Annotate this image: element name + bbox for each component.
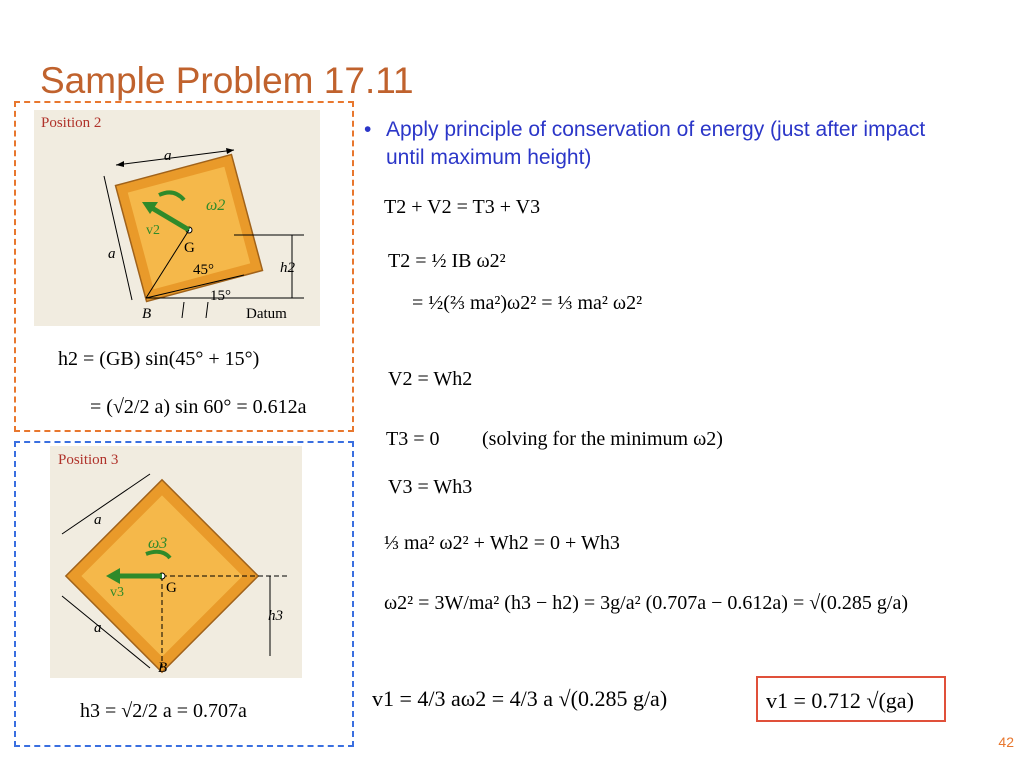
position-3-diagram <box>50 446 302 678</box>
h2-label: h2 <box>280 260 295 276</box>
velocity2-label: v2 <box>146 223 160 238</box>
side-a-left-3: a <box>94 620 102 636</box>
energy-equation: T2 + V2 = T3 + V3 <box>384 196 541 218</box>
bullet-text: Apply principle of conservation of energy (just after impact until maximum height) <box>386 118 926 169</box>
position-2-diagram <box>34 110 320 326</box>
h3-equation: h3 = √2/2 a = 0.707a <box>80 700 247 722</box>
velocity3-label: v3 <box>110 585 124 600</box>
omega-squared-equation: ω2² = 3W/ma² (h3 − h2) = 3g/a² (0.707a − 0.612a) = √(0.285 g/a) <box>384 592 908 614</box>
position-2-figure <box>34 110 320 326</box>
page-number: 42 <box>998 734 1014 750</box>
center-g-label: G <box>184 240 195 256</box>
h2-equation-line2: = (√2/2 a) sin 60° = 0.612a <box>90 396 307 418</box>
angle-15-label: 15° <box>210 288 231 304</box>
bullet-dot-icon: • <box>364 118 372 141</box>
t2-equation-line1: T2 = ½ IB ω2² <box>388 250 506 272</box>
h2-equation-line1: h2 = (GB) sin(45° + 15°) <box>58 348 260 370</box>
v2-equation: V2 = Wh2 <box>388 368 473 390</box>
position-3-label: Position 3 <box>58 452 119 468</box>
v1-equation: v1 = 4/3 aω2 = 4/3 a √(0.285 g/a) <box>372 686 668 711</box>
corner-b-label: B <box>142 306 152 322</box>
h3-label: h3 <box>268 608 283 624</box>
datum-label: Datum <box>246 306 287 322</box>
omega3-label: ω3 <box>148 535 168 552</box>
t3-note: (solving for the minimum ω2) <box>482 428 723 450</box>
answer-equation: v1 = 0.712 √(ga) <box>766 688 914 713</box>
slide-title: Sample Problem 17.11 <box>40 60 414 101</box>
t2-equation-line2: = ½(⅔ ma²)ω2² = ⅓ ma² ω2² <box>412 292 643 314</box>
t3-equation: T3 = 0 <box>386 428 440 450</box>
side-a-left: a <box>108 246 116 262</box>
energy-substituted-equation: ⅓ ma² ω2² + Wh2 = 0 + Wh3 <box>384 532 620 554</box>
omega2-label: ω2 <box>206 197 226 214</box>
side-a-top: a <box>164 148 172 164</box>
corner-b3-label: B <box>158 660 168 676</box>
center-g3-label: G <box>166 580 177 596</box>
v3-equation: V3 = Wh3 <box>388 476 473 498</box>
position-3-figure <box>50 446 302 678</box>
angle-45-label: 45° <box>193 262 214 278</box>
position-2-label: Position 2 <box>41 115 102 131</box>
side-a-top-3: a <box>94 512 102 528</box>
